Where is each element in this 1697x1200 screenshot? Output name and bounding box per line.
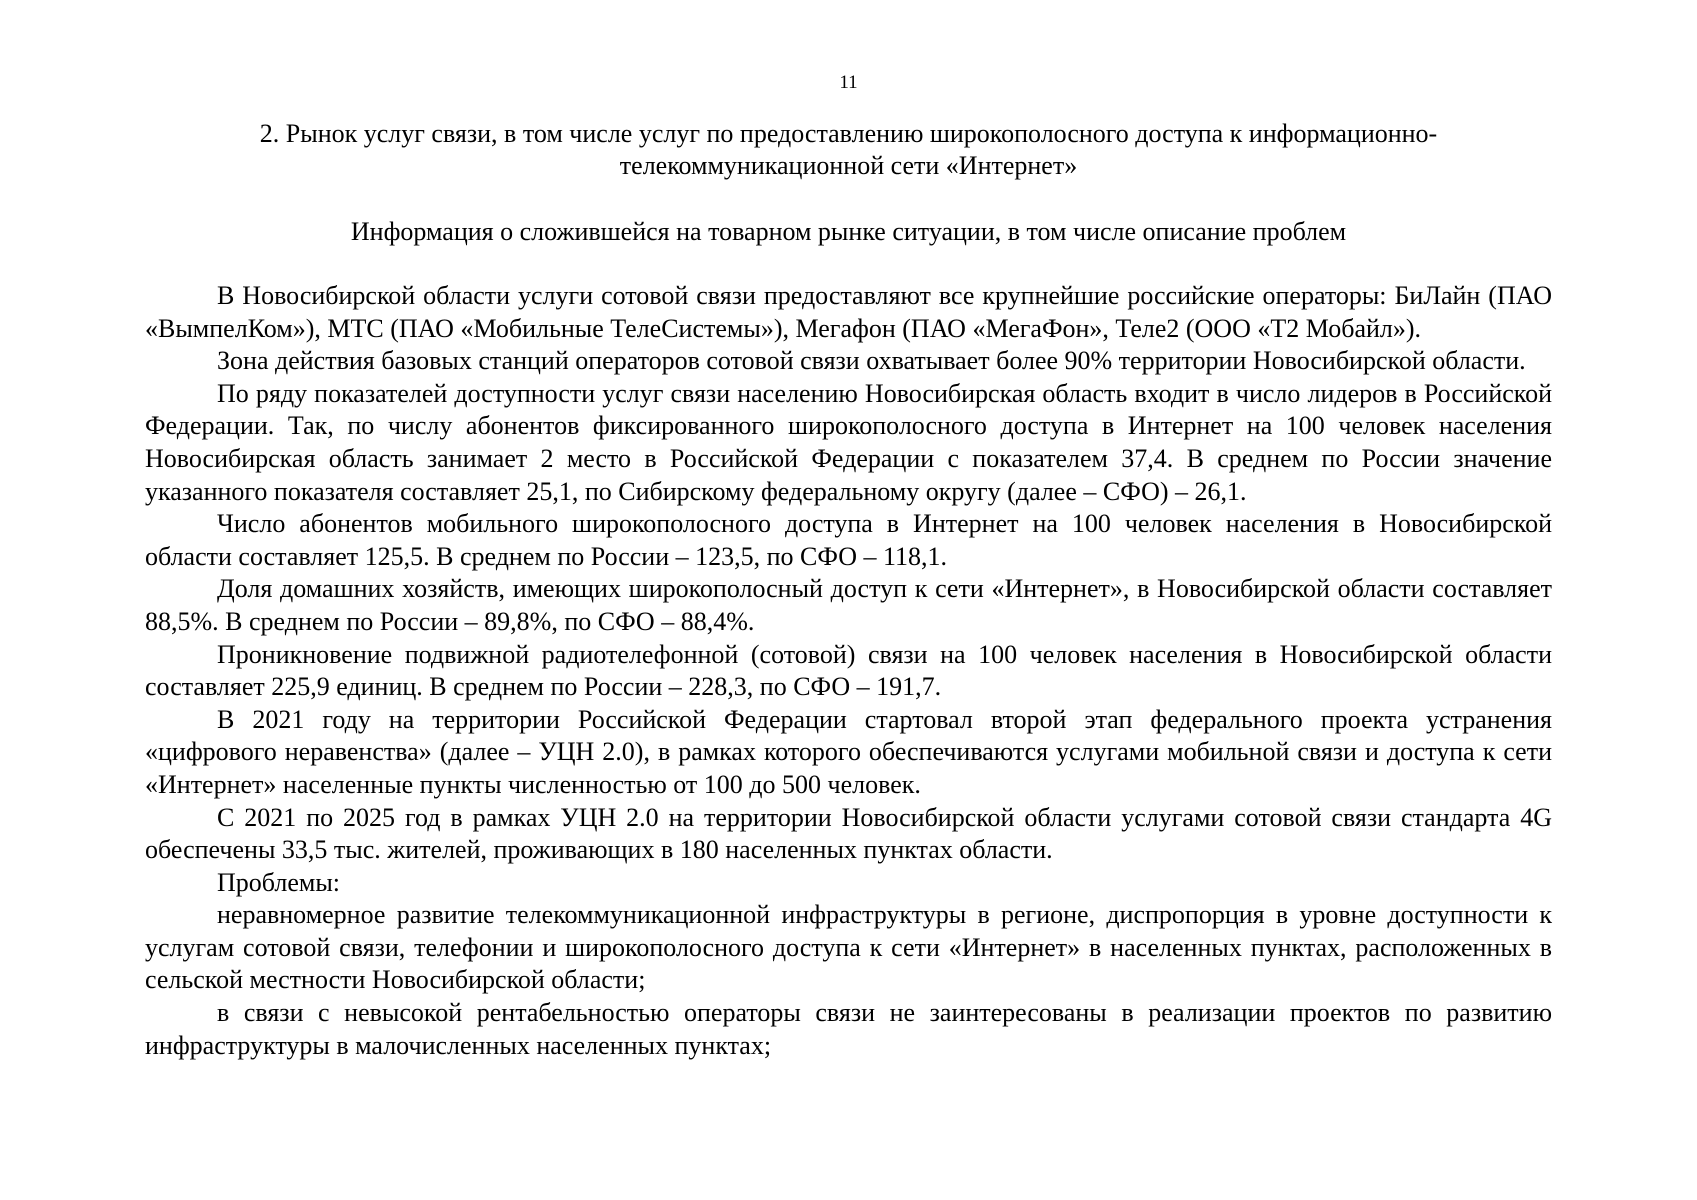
page-number: 11 xyxy=(839,72,858,93)
paragraph-cellular-penetration: Проникновение подвижной радиотелефонной (сотовой) связи на 100 человек населения в Новосибирской области составляет 225,9 единиц. В среднем по России – 228,3, по СФО – 191,7. xyxy=(145,639,1552,702)
paragraph-coverage: Зона действия базовых станций операторов сотовой связи охватывает более 90% территории Новосибирской области. xyxy=(217,346,1526,376)
section-subtitle: Информация о сложившейся на товарном рынке ситуации, в том числе описание проблем xyxy=(350,217,1347,246)
section-title: 2. Рынок услуг связи, в том числе услуг по предоставлению широкополосного доступа к информационно-телекоммуникационной сети «Интернет» xyxy=(259,119,1438,180)
paragraph-mobile-broadband: Число абонентов мобильного широкополосного доступа в Интернет на 100 человек населения в Новосибирской области составляет 125,5. В среднем по России – 123,5, по СФО – 118,1. xyxy=(145,509,1552,571)
paragraph-households: Доля домашних хозяйств, имеющих широкополосный доступ к сети «Интернет», в Новосибирской области составляет 88,5%. В среднем по России – 89,8%, по СФО – 88,4%. xyxy=(145,574,1552,636)
paragraph-problem-profitability: в связи с невысокой рентабельностью операторы связи не заинтересованы в реализации проектов по развитию инфраструктуры в малочисленных населенных пунктах; xyxy=(145,998,1552,1060)
body-text xyxy=(145,280,1552,1062)
paragraph-problem-infrastructure: неравномерное развитие телекоммуникационной инфраструктуры в регионе, диспропорция в уровне доступности к услугам сотовой связи, телефонии и широкополосного доступа к сети «Интернет» в населенных пунктах, расположенных в сельской местности Новосибирской области; xyxy=(145,900,1552,995)
paragraph-digital-divide: В 2021 году на территории Российской Федерации стартовал второй этап федерального проекта устранения «цифрового неравенства» (далее – УЦН 2.0), в рамках которого обеспечиваются услугами мобильной связи и доступа к сети «Интернет» населенные пункты численностью от 100 до 500 человек. xyxy=(145,704,1552,799)
paragraph-ucn-results: С 2021 по 2025 год в рамках УЦН 2.0 на территории Новосибирской области услугами сотовой связи стандарта 4G обеспечены 33,5 тыс. жителей, проживающих в 180 населенных пунктах области. xyxy=(145,802,1552,865)
paragraph-operators: В Новосибирской области услуги сотовой связи предоставляют все крупнейшие российские операторы: БиЛайн (ПАО «ВымпелКом»), МТС (ПАО «Мобильные ТелеСистемы»), Мегафон (ПАО «МегаФон», Теле2 (ООО «Т2 Мобайл»). xyxy=(145,281,1552,343)
paragraph-problems-heading: Проблемы: xyxy=(217,867,341,897)
paragraph-fixed-broadband: По ряду показателей доступности услуг связи населению Новосибирская область входит в число лидеров в Российской Федерации. Так, по числу абонентов фиксированного широкополосного доступа в Интернет на 100 человек населения Новосибирская область занимает 2 место в Российской Федерации с показателем 37,4. В среднем по России значение указанного показателя составляет 25,1, по Сибирскому федеральному округу (далее – СФО) – 26,1. xyxy=(145,378,1552,506)
